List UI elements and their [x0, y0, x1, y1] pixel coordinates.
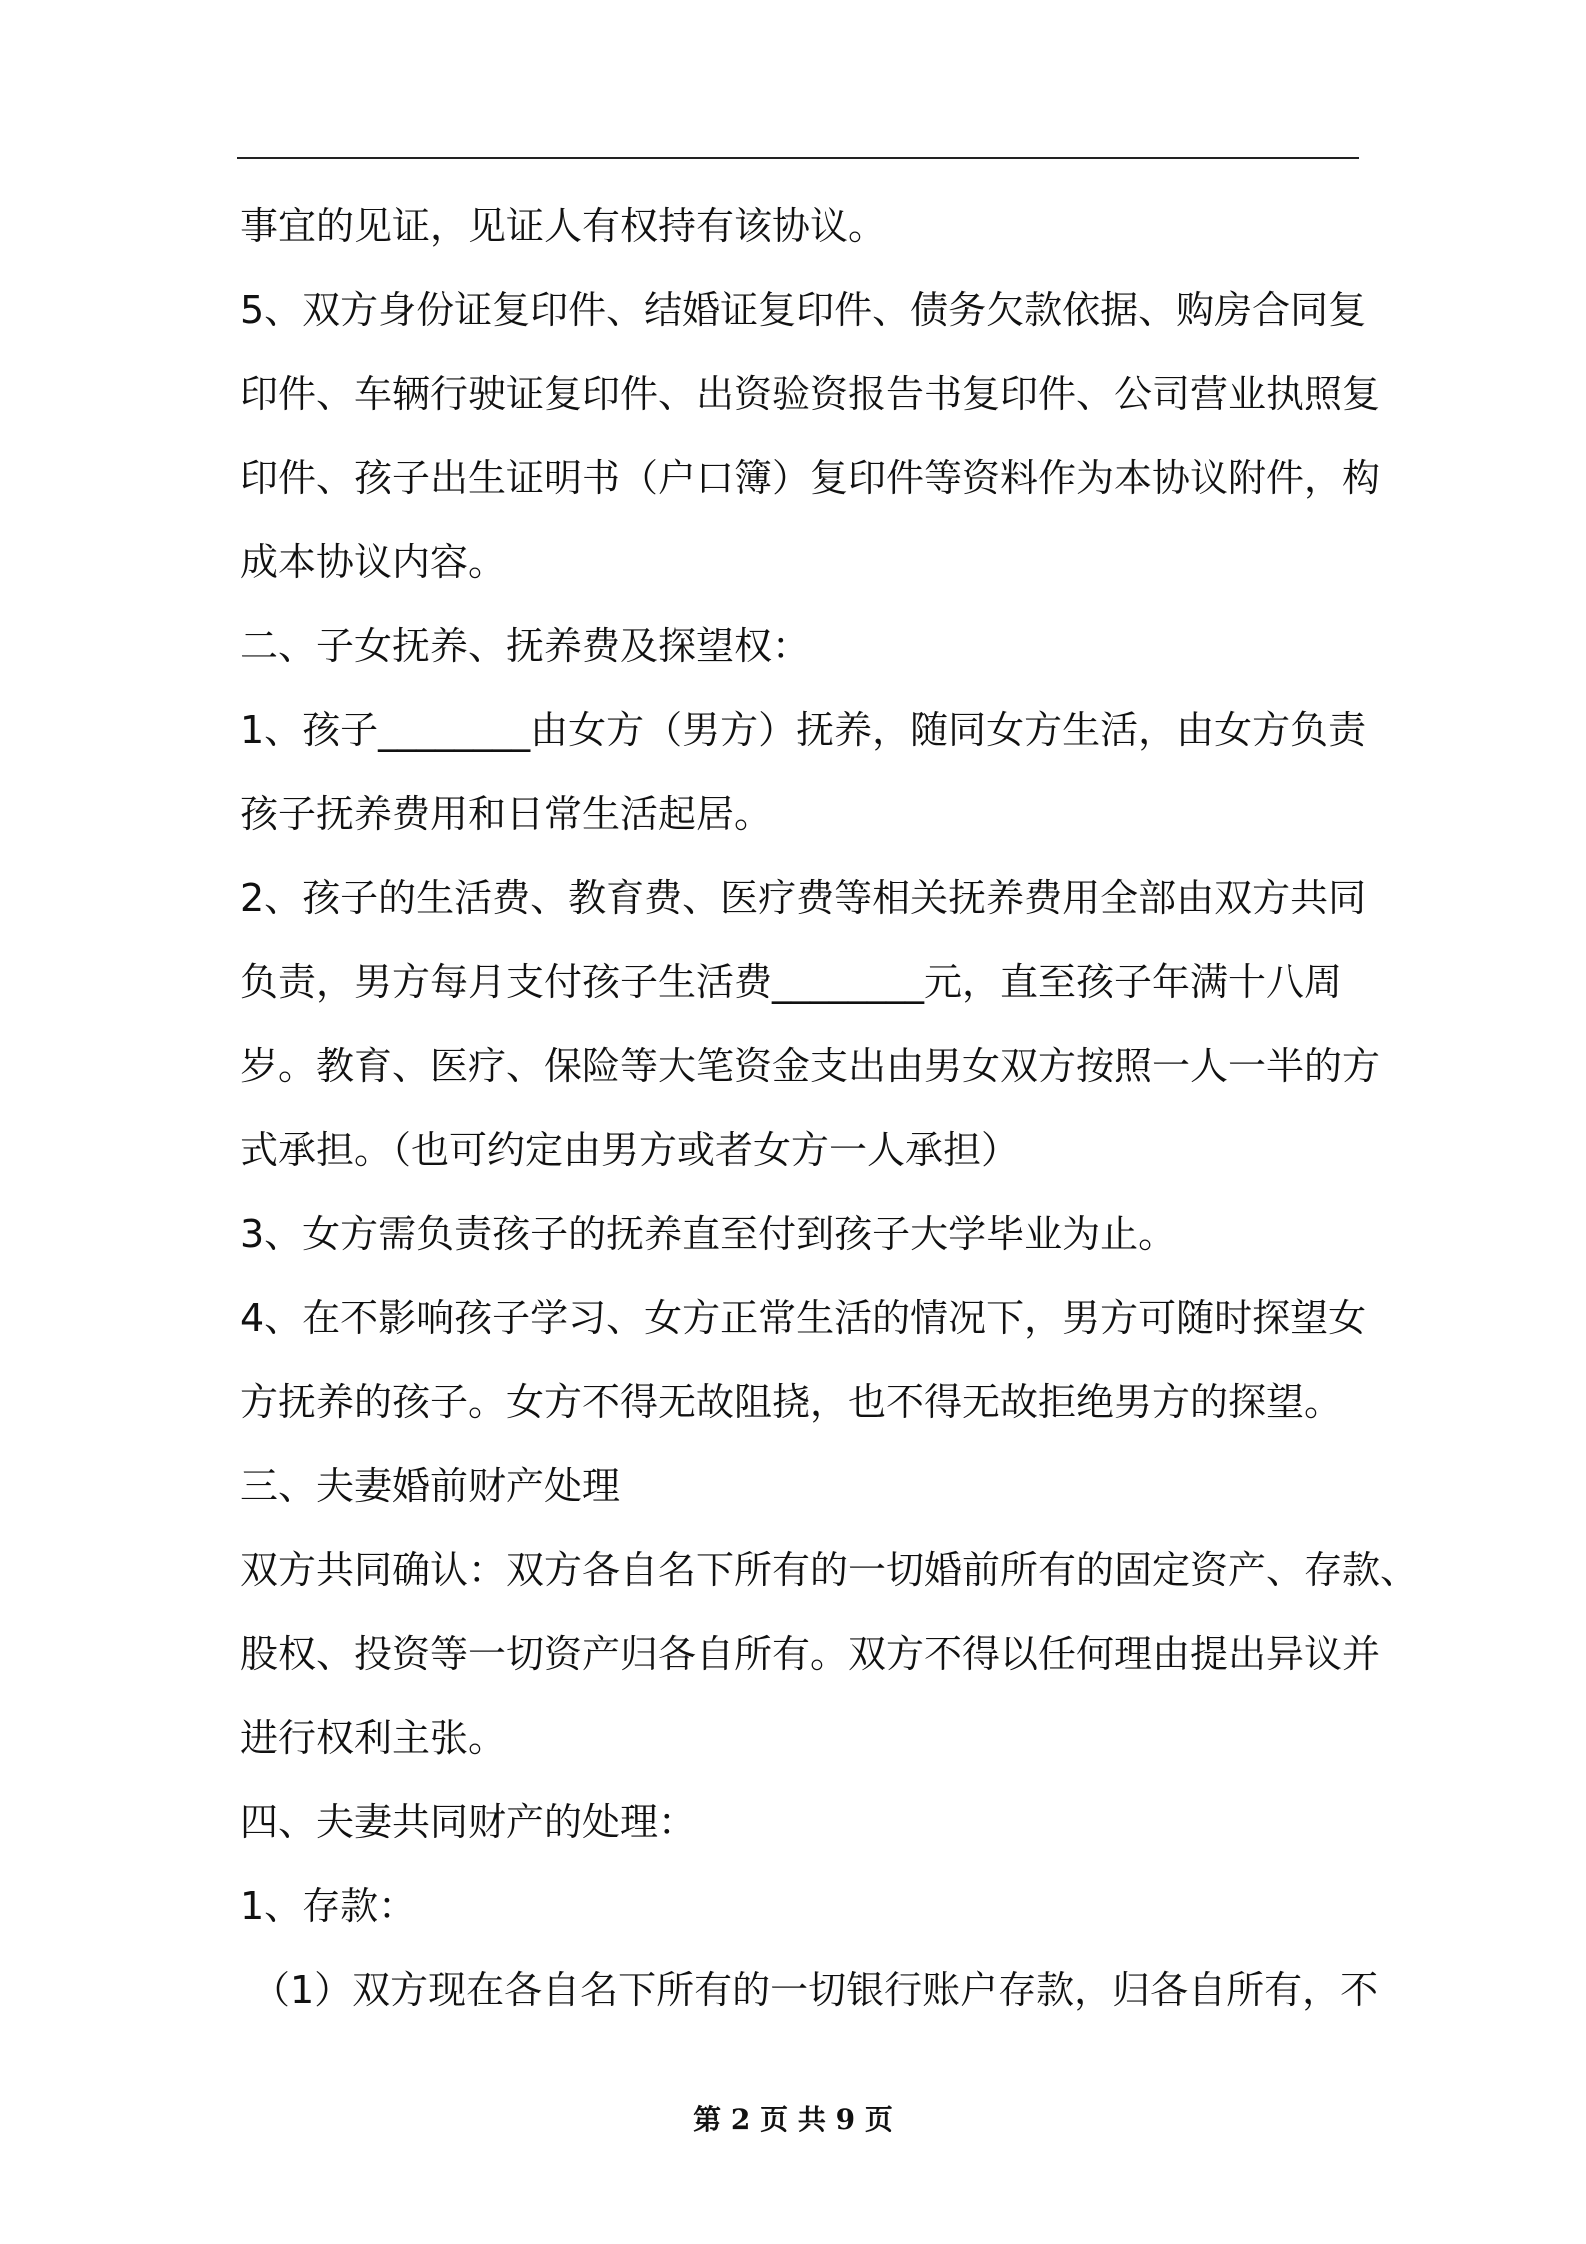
text-line: 股权、投资等一切资产归各自所有。双方不得以任何理由提出异议并	[240, 1632, 1381, 1676]
text-line: 1、存款：	[240, 1884, 417, 1928]
text-line: 印件、车辆行驶证复印件、出资验资报告书复印件、公司营业执照复	[240, 372, 1381, 416]
text-line: 5、双方身份证复印件、结婚证复印件、债务欠款依据、购房合同复	[240, 288, 1367, 332]
page-number-footer: 第 2 页 共 9 页	[693, 2103, 893, 2136]
text-line: 3、女方需负责孩子的抚养直至付到孩子大学毕业为止。	[240, 1212, 1177, 1256]
text-line: 负责，男方每月支付孩子生活费________元，直至孩子年满十八周	[240, 960, 1343, 1004]
section-heading: 三、夫妻婚前财产处理	[240, 1464, 621, 1508]
text-line: 孩子抚养费用和日常生活起居。	[240, 792, 773, 836]
section-heading: 二、子女抚养、抚养费及探望权：	[240, 624, 811, 668]
section-heading: 四、夫妻共同财产的处理：	[240, 1800, 697, 1844]
text-line: （1）双方现在各自名下所有的一切银行账户存款，归各自所有，不	[252, 1968, 1379, 2012]
text-line: 双方共同确认：双方各自名下所有的一切婚前所有的固定资产、存款、	[240, 1548, 1419, 1592]
text-line: 岁。教育、医疗、保险等大笔资金支出由男女双方按照一人一半的方	[240, 1044, 1381, 1088]
text-line: 方抚养的孩子。女方不得无故阻挠，也不得无故拒绝男方的探望。	[240, 1380, 1343, 1424]
text-line: 1、孩子________由女方（男方）抚养，随同女方生活，由女方负责	[240, 708, 1367, 752]
text-line: 成本协议内容。	[240, 540, 507, 584]
text-line: 事宜的见证，见证人有权持有该协议。	[240, 204, 887, 248]
header-rule	[237, 157, 1359, 159]
text-line: 4、在不影响孩子学习、女方正常生活的情况下，男方可随时探望女	[240, 1296, 1367, 1340]
text-line: 印件、孩子出生证明书（户口簿）复印件等资料作为本协议附件，构	[240, 456, 1381, 500]
document-body	[240, 198, 1419, 2046]
text-line: 2、孩子的生活费、教育费、医疗费等相关抚养费用全部由双方共同	[240, 876, 1367, 920]
text-line: 式承担。（也可约定由男方或者女方一人承担）	[240, 1128, 1020, 1172]
text-line: 进行权利主张。	[240, 1716, 507, 1760]
